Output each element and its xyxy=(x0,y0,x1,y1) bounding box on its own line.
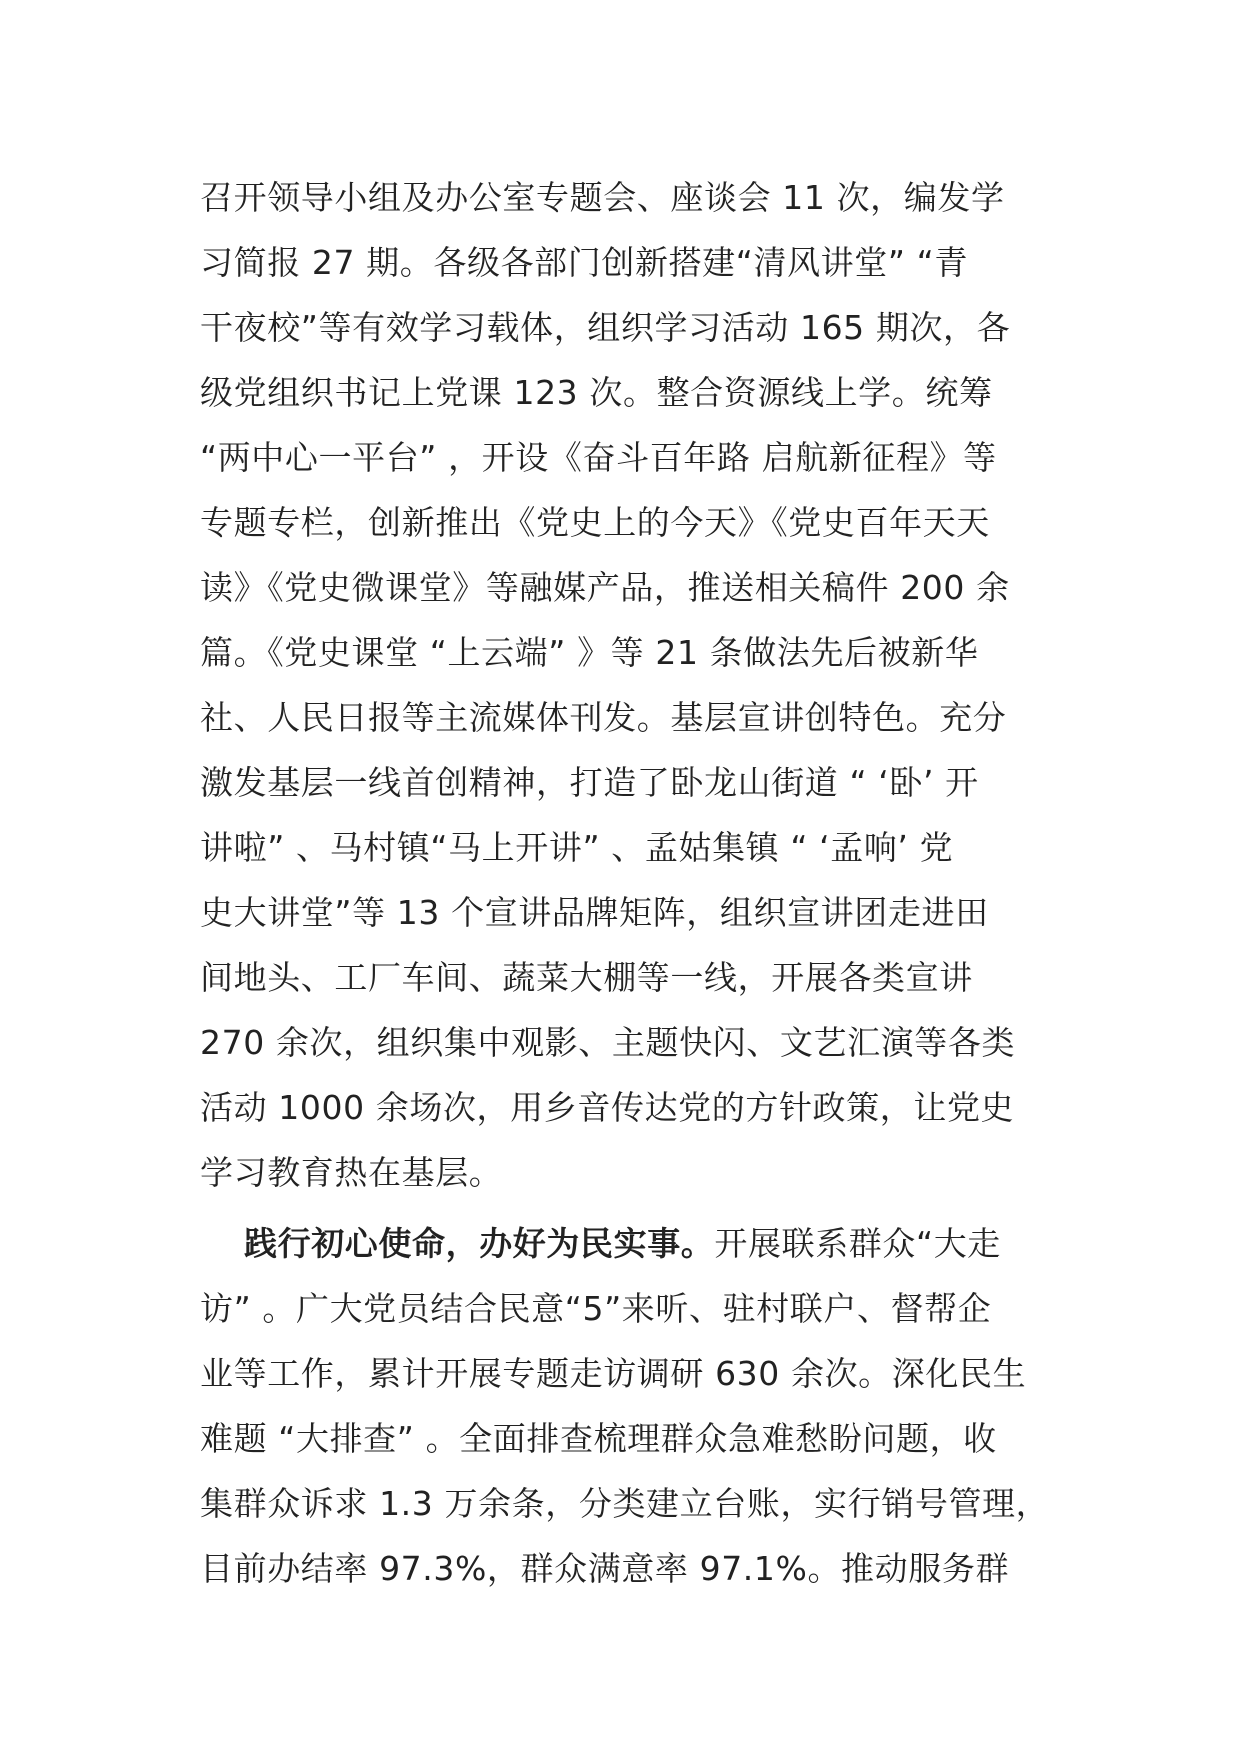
text-line: 级党组织书记上党课 123 次。整合资源线上学。统筹 xyxy=(200,373,993,412)
text-line: 270 余次，组织集中观影、主题快闪、文艺汇演等各类 xyxy=(200,1023,1016,1062)
text-line: 读》《党史微课堂》等融媒产品，推送相关稿件 200 余 xyxy=(200,568,1010,607)
paragraph-first-line xyxy=(200,1211,1055,1276)
text-line: 激发基层一线首创精神，打造了卧龙山街道 “ ‘卧’ 开 xyxy=(200,763,979,802)
text-line: 篇。《党史课堂 “上云端” 》等 21 条做法先后被新华 xyxy=(200,633,979,672)
text-line: 间地头、工厂车间、蔬菜大棚等一线，开展各类宣讲 xyxy=(200,958,973,997)
text-line: 专题专栏，创新推出《党史上的今天》《党史百年天天 xyxy=(200,503,990,542)
text-line: 习简报 27 期。各级各部门创新搭建“清风讲堂” “青 xyxy=(200,243,968,282)
text-line: 干夜校”等有效学习载体，组织学习活动 165 期次，各 xyxy=(200,308,1011,347)
text-line: 访” 。广大党员结合民意“5”来听、驻村联户、督帮企 xyxy=(200,1289,992,1328)
text-line: 集群众诉求 1.3 万余条，分类建立台账，实行销号管理， xyxy=(200,1484,1050,1523)
text-line: 学习教育热在基层。 xyxy=(200,1153,503,1192)
paragraph-2 xyxy=(200,1211,1055,1601)
text-line: 活动 1000 余场次，用乡音传达党的方针政策，让党史 xyxy=(200,1088,1015,1127)
text-line: 业等工作，累计开展专题走访调研 630 余次。深化民生 xyxy=(200,1354,1027,1393)
text-line: 讲啦” 、马村镇“马上开讲” 、孟姑集镇 “ ‘孟响’ 党 xyxy=(200,828,954,867)
text-line: 社、人民日报等主流媒体刊发。基层宣讲创特色。充分 xyxy=(200,698,1007,737)
text-line: “两中心一平台” ，开设《奋斗百年路 启航新征程》等 xyxy=(200,438,997,477)
text-line: 目前办结率 97.3%，群众满意率 97.1%。推动服务群 xyxy=(200,1549,1010,1588)
section-heading: 践行初心使命，办好为民实事。 xyxy=(244,1224,715,1263)
text-line: 召开领导小组及办公室专题会、座谈会 11 次，编发学 xyxy=(200,178,1005,217)
document-body xyxy=(200,165,1055,1601)
text-line: 史大讲堂”等 13 个宣讲品牌矩阵，组织宣讲团走进田 xyxy=(200,893,989,932)
text-line: 难题 “大排查” 。全面排查梳理群众急难愁盼问题，收 xyxy=(200,1419,997,1458)
paragraph-1 xyxy=(200,165,1055,1205)
text-run: 开展联系群众“大走 xyxy=(714,1224,1001,1263)
